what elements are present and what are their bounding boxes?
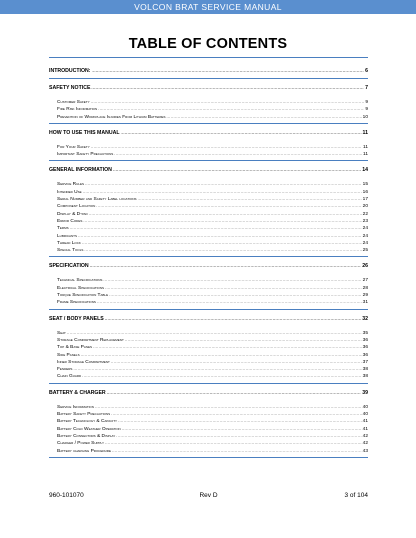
toc-entry[interactable] — [49, 447, 368, 454]
toc-entry-page: 9 — [365, 100, 368, 105]
dot-leader — [122, 425, 362, 432]
toc-entry[interactable] — [49, 372, 368, 379]
toc-entry[interactable] — [49, 195, 368, 202]
toc-section-heading[interactable] — [49, 314, 368, 323]
dot-leader — [97, 298, 362, 305]
dot-leader — [67, 329, 362, 336]
dot-leader — [114, 150, 362, 157]
page-title: TABLE OF CONTENTS — [128, 36, 288, 52]
toc-entry-page: 10 — [362, 114, 368, 120]
toc-section-heading[interactable] — [49, 261, 368, 270]
toc-entry-label: Electrical Specifications — [57, 285, 105, 291]
toc-entry-label: Serial Number and Safety Label locations — [57, 197, 137, 203]
toc-section — [49, 161, 368, 257]
dot-leader — [95, 403, 362, 410]
toc-entry-page: 40 — [362, 412, 368, 418]
toc-entry-page: 36 — [362, 345, 368, 351]
dot-leader — [107, 388, 362, 397]
dot-leader — [70, 224, 362, 231]
dot-leader — [91, 83, 364, 92]
toc-entry-label: Service Rules — [57, 182, 84, 188]
dot-leader — [73, 365, 361, 372]
toc-entry-page: 43 — [362, 448, 368, 454]
toc-entry-label: Frame Specifications — [57, 300, 96, 306]
dot-leader — [121, 128, 362, 137]
toc-heading-label: HOW TO USE THIS MANUAL — [49, 129, 120, 136]
toc-entry-label: Error Codes — [57, 218, 83, 224]
toc-entry-page: 20 — [362, 204, 368, 210]
toc-entry-label: Important Safety Precautions — [57, 152, 114, 158]
toc-entry-page: 25 — [362, 248, 368, 254]
toc-entry-label: Charger / Power Supply — [57, 441, 104, 447]
toc-entry[interactable] — [49, 113, 368, 120]
toc-entry-label: Inner Storage Compartment — [57, 359, 110, 365]
toc-section — [49, 124, 368, 162]
toc-entry[interactable] — [49, 98, 368, 105]
toc-entry-label: Lubricants — [57, 233, 78, 239]
dot-leader — [103, 276, 361, 283]
toc-entry-page: 31 — [362, 300, 368, 306]
toc-entry-label: Technical Specifications — [57, 278, 103, 284]
toc-entry[interactable] — [49, 410, 368, 417]
toc-heading-page: 14 — [362, 167, 368, 174]
toc-entry-page: 36 — [362, 337, 368, 343]
page-footer — [49, 491, 368, 501]
toc-entry[interactable] — [49, 298, 368, 305]
toc-entry-page: 23 — [362, 218, 368, 224]
toc-entry-page: 38 — [362, 374, 368, 380]
toc-entry-page: 42 — [362, 433, 368, 439]
toc-entry[interactable] — [49, 403, 368, 410]
toc-section-heading[interactable] — [49, 83, 368, 92]
dot-leader — [85, 180, 362, 187]
toc-entry-label: Chain Guard — [57, 374, 82, 380]
dot-leader — [90, 261, 362, 270]
dot-leader — [78, 232, 362, 239]
toc-entry[interactable] — [49, 143, 368, 150]
toc-entry-page: 28 — [362, 285, 368, 291]
page-number: 3 of 104 — [344, 492, 368, 499]
dot-leader — [89, 210, 362, 217]
toc-section-heading[interactable] — [49, 388, 368, 397]
toc-entry-label: Special Tools — [57, 248, 84, 254]
dot-leader — [83, 188, 362, 195]
toc-entry-page: 42 — [362, 441, 368, 447]
toc-heading-page: 6 — [365, 68, 368, 74]
toc-entry-label: Battery charging Procedure — [57, 448, 111, 454]
toc-entry[interactable] — [49, 232, 368, 239]
toc-entry[interactable] — [49, 432, 368, 439]
dot-leader — [111, 358, 362, 365]
dot-leader — [109, 291, 362, 298]
toc-entry-label: Storage Compartment Replacement — [57, 337, 124, 343]
toc-entry-page: 11 — [363, 144, 368, 150]
dot-leader — [113, 165, 361, 174]
toc-entry-page: 11 — [363, 152, 368, 158]
toc-entry[interactable] — [49, 291, 368, 298]
dot-leader — [105, 284, 362, 291]
toc-entry-label: Display & D-pad — [57, 211, 88, 217]
dot-leader — [166, 113, 361, 120]
toc-heading-label: GENERAL INFORMATION — [49, 167, 112, 174]
toc-entry-label: Component Location — [57, 204, 96, 210]
dot-leader — [91, 143, 362, 150]
toc-entry[interactable] — [49, 246, 368, 253]
toc-heading-label: SAFETY NOTICE — [49, 85, 91, 91]
toc-entry[interactable] — [49, 210, 368, 217]
dot-leader — [111, 410, 361, 417]
toc-heading-page: 39 — [362, 389, 368, 396]
toc-entry-label: Battery Connectors & Display — [57, 433, 116, 439]
toc-section — [49, 384, 368, 458]
toc-entry-label: Intended Use — [57, 189, 82, 195]
toc-entry-label: Fenders — [57, 367, 73, 373]
toc-heading-page: 11 — [362, 129, 368, 136]
toc-entry[interactable] — [49, 276, 368, 283]
toc-entry[interactable] — [49, 217, 368, 224]
dot-leader — [125, 336, 362, 343]
toc-entry-page: 37 — [362, 359, 368, 365]
toc-entry-label: Seat — [57, 330, 66, 336]
toc-section — [49, 79, 368, 124]
toc-section-heading[interactable] — [49, 66, 368, 75]
toc-entry-page: 38 — [362, 367, 368, 373]
dot-leader — [105, 439, 362, 446]
dot-leader — [93, 343, 362, 350]
document-number: 960-101070 — [49, 492, 84, 499]
toc-entry[interactable] — [49, 188, 368, 195]
toc-entry-label: Fire Risk Information — [57, 107, 98, 113]
toc-entry[interactable] — [49, 336, 368, 343]
toc-entry[interactable] — [49, 202, 368, 209]
toc-entry-page: 41 — [362, 426, 368, 432]
dot-leader — [112, 447, 362, 454]
toc-entry[interactable] — [49, 239, 368, 246]
dot-leader — [98, 105, 364, 112]
toc-heading-page: 32 — [362, 315, 368, 322]
toc-entry-page: 24 — [362, 240, 368, 246]
toc-section — [49, 62, 368, 79]
title-rule — [49, 57, 368, 58]
toc-entry-page: 36 — [362, 352, 368, 358]
toc-entry-page: 35 — [362, 330, 368, 336]
toc-section — [49, 257, 368, 309]
revision-label: Rev D — [199, 492, 218, 499]
toc-heading-label: SEAT / BODY PANELS — [49, 315, 104, 322]
toc-entry[interactable] — [49, 351, 368, 358]
toc-heading-page: 7 — [365, 85, 368, 91]
toc-entry-label: For Your Safety — [57, 144, 90, 150]
toc-heading-label: INTRODUCTION: — [49, 68, 91, 74]
toc-entry-page: 24 — [362, 226, 368, 232]
toc-section — [49, 310, 368, 384]
dot-leader — [82, 239, 362, 246]
toc-entry[interactable] — [49, 284, 368, 291]
toc-entry-label: Top & Base Panes — [57, 345, 93, 351]
toc-entry-page: 41 — [362, 419, 368, 425]
toc-entry-page: 29 — [362, 293, 368, 299]
dot-leader — [83, 217, 361, 224]
dot-leader — [82, 372, 361, 379]
toc-heading-page: 26 — [362, 263, 368, 270]
toc-entry-page: 17 — [362, 197, 368, 203]
toc-section-heading[interactable] — [49, 128, 368, 137]
dot-leader — [84, 246, 361, 253]
toc-entry-label: Battery Cold Weather Operation — [57, 426, 121, 432]
manual-title-banner: VOLCON BRAT SERVICE MANUAL — [0, 0, 416, 14]
table-of-contents — [49, 62, 368, 458]
toc-entry-label: Battery Safety Precautions — [57, 412, 111, 418]
toc-entry-page: 40 — [362, 404, 368, 410]
dot-leader — [138, 195, 362, 202]
dot-leader — [116, 432, 361, 439]
toc-entry[interactable] — [49, 224, 368, 231]
dot-leader — [81, 351, 362, 358]
toc-entry-page: 9 — [365, 107, 368, 113]
toc-section-heading[interactable] — [49, 165, 368, 174]
toc-entry[interactable] — [49, 329, 368, 336]
toc-entry-page: 15 — [362, 182, 368, 188]
toc-entry[interactable] — [49, 358, 368, 365]
toc-heading-label: BATTERY & CHARGER — [49, 389, 106, 396]
toc-entry-label: Battery Technology & Capacity — [57, 419, 118, 425]
toc-entry-page: 24 — [362, 233, 368, 239]
toc-entry[interactable] — [49, 425, 368, 432]
toc-entry-label: Customer Safety — [57, 100, 90, 105]
toc-entry-label: Thread Lock — [57, 240, 81, 246]
toc-entry-page: 22 — [362, 211, 368, 217]
dot-leader — [105, 314, 361, 323]
toc-entry[interactable] — [49, 150, 368, 157]
toc-heading-label: SPECIFICATION — [49, 263, 89, 270]
toc-entry-page: 16 — [362, 189, 368, 195]
dot-leader — [96, 202, 361, 209]
toc-entry-label: Terms — [57, 226, 69, 232]
toc-entry[interactable] — [49, 180, 368, 187]
toc-entry-label: Service Information — [57, 404, 94, 410]
toc-entry-label: Prevention of Workplace Injuries From Lithium Batteries — [57, 114, 166, 120]
toc-entry-label: Torque Specification Table — [57, 293, 109, 299]
toc-entry[interactable] — [49, 343, 368, 350]
dot-leader — [91, 98, 365, 105]
toc-entry[interactable] — [49, 417, 368, 424]
toc-entry[interactable] — [49, 105, 368, 112]
toc-entry[interactable] — [49, 439, 368, 446]
dot-leader — [118, 417, 362, 424]
dot-leader — [92, 66, 365, 75]
toc-entry-label: Side Panels — [57, 352, 80, 358]
toc-entry-page: 27 — [362, 278, 368, 284]
toc-entry[interactable] — [49, 365, 368, 372]
